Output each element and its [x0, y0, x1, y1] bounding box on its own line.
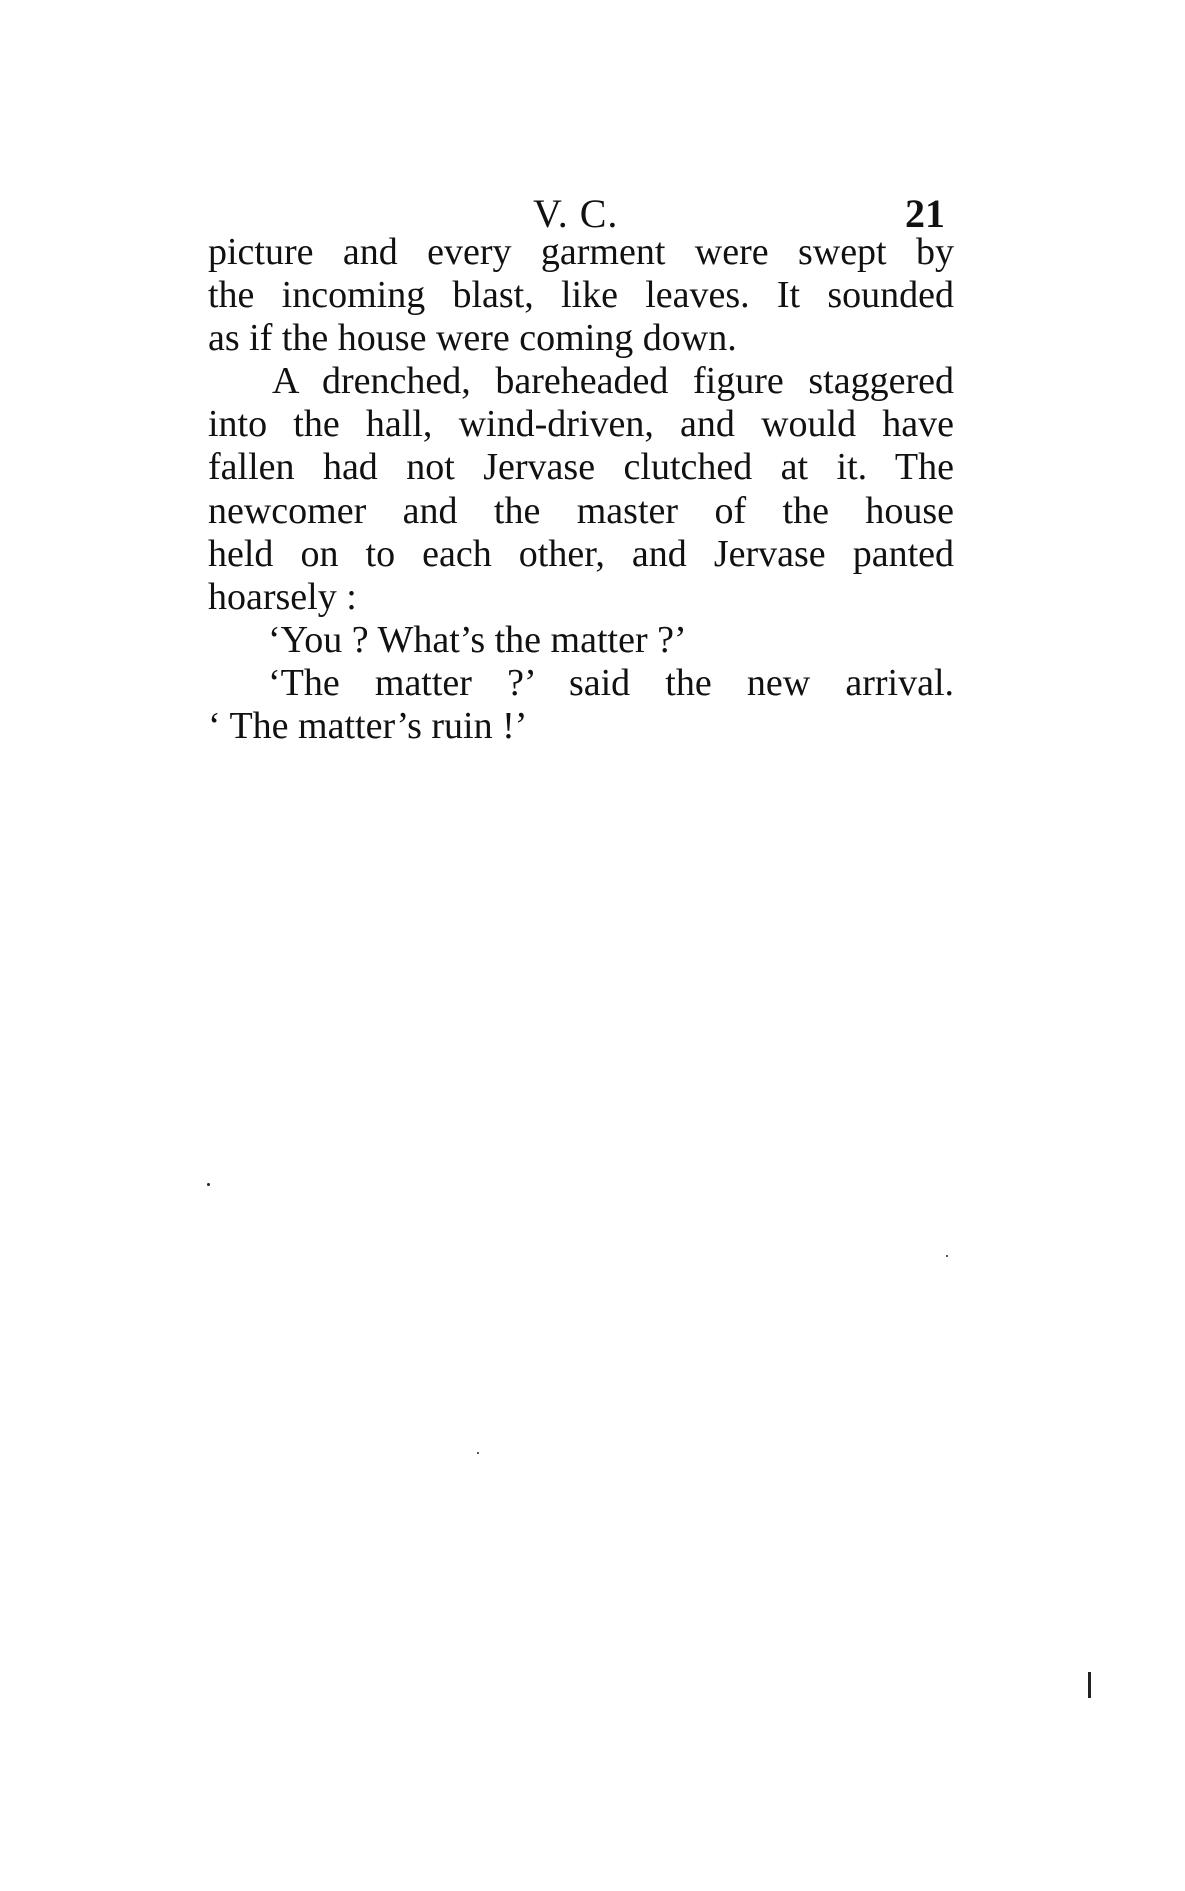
print-speck — [946, 1255, 948, 1257]
text-line: A drenched, bareheaded figure staggered — [272, 360, 954, 402]
text-line: held on to each other, and Jervase panted — [208, 533, 954, 575]
text-line: newcomer and the master of the house — [208, 490, 954, 532]
margin-mark — [1088, 1672, 1091, 1698]
text-line: fallen had not Jervase clutched at it. The — [208, 446, 954, 488]
text-line: into the hall, wind-driven, and would have — [208, 403, 954, 445]
text-line: ‘The matter ?’ said the new arrival. — [268, 662, 954, 704]
page-number: 21 — [905, 191, 945, 236]
text-line: ‘You ? What’s the matter ?’ — [268, 619, 687, 661]
text-line: the incoming blast, like leaves. It sounded — [208, 274, 954, 316]
print-speck — [477, 1452, 479, 1454]
text-line: hoarsely : — [208, 576, 357, 618]
print-speck — [207, 1183, 210, 1186]
text-line: as if the house were coming down. — [208, 317, 737, 359]
text-line: picture and every garment were swept by — [208, 231, 954, 273]
text-line: ‘ The matter’s ruin !’ — [208, 705, 528, 747]
running-title: V. C. — [533, 191, 619, 236]
